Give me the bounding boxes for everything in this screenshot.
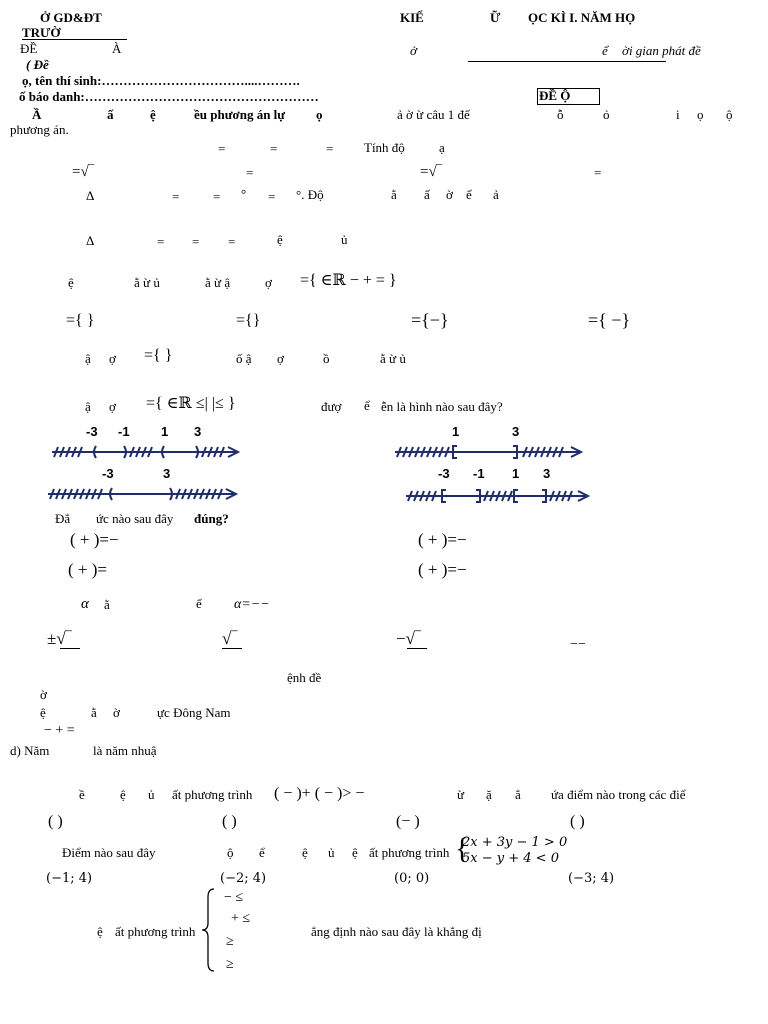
q9-statement-b-w4: ực Đông Nam	[157, 705, 231, 720]
q11-w1: Điểm nào sau đây	[62, 845, 156, 860]
q12-row-2: + ≤	[231, 911, 251, 926]
q9-statement-b-w3: ờ	[113, 705, 120, 720]
q5-w3: ố ậ	[236, 351, 252, 366]
q10-option-b: ( )	[222, 813, 237, 830]
q10-w4: ất phương trình	[172, 787, 253, 802]
q4-w2: ằ ừ ủ	[134, 275, 160, 290]
q2-w2: ấ	[424, 187, 430, 202]
mid-char: ở	[410, 43, 417, 58]
instr-e: ọ	[316, 107, 323, 122]
number-line-b	[395, 441, 585, 461]
q2-eq2: =	[213, 189, 221, 204]
q10-option-c: (− )	[396, 813, 420, 830]
nl-c-label-1: -3	[102, 466, 114, 481]
q9-statement-b-w2: ằ	[91, 705, 97, 720]
q8-option-a: ±√‾	[47, 629, 72, 648]
school-name: TRƯỜ	[22, 25, 61, 40]
q4-option-d: ={ −}	[588, 310, 631, 330]
q4-option-b: ={}	[236, 312, 261, 329]
q5-set: ={ }	[144, 347, 173, 364]
instr-c: ệ	[150, 107, 156, 122]
nl-d-label-1: -3	[438, 466, 450, 481]
nl-d-label-4: 3	[543, 466, 551, 481]
q2-delta: Δ	[86, 188, 95, 203]
q10-w7: ẳ	[515, 787, 521, 802]
q9-heading: ệnh đề	[287, 670, 322, 685]
q10-inequality: ( − )+ ( − )> −	[274, 785, 365, 802]
q2-eq3: =	[268, 189, 276, 204]
q1-tail: ạ	[439, 140, 445, 155]
q10-w1: ề	[79, 787, 85, 802]
q12-system-brace	[200, 887, 220, 973]
q2-w4: ế	[466, 187, 472, 202]
nl-d-label-3: 1	[512, 466, 520, 481]
q11-system-line-2: 5x − y + 4 < 0	[462, 851, 559, 866]
q4-option-a: ={ }	[66, 312, 95, 329]
q11-option-b: (−2; 4)	[220, 871, 267, 886]
q4-w4: ợ	[265, 275, 272, 290]
q7-w3: đúng?	[194, 511, 229, 526]
exam-title-part-c: ỌC KÌ I. NĂM HỌ	[528, 10, 636, 25]
q3-w1: ệ	[277, 232, 283, 247]
instr-d: ều phương án lự	[194, 107, 286, 122]
instr-i: i	[676, 107, 680, 122]
time-underline	[468, 61, 666, 62]
de-sub: ( Đề	[26, 57, 49, 72]
q3-w2: ủ	[341, 232, 348, 247]
q8-eq: α=−−	[234, 597, 270, 612]
q11-w6: ệ	[352, 845, 358, 860]
q7-w1: Đẳ	[55, 511, 71, 526]
q12-w1: ệ	[97, 924, 103, 939]
q8-option-b: √‾	[222, 629, 237, 648]
q1-option-c: =√‾	[420, 164, 442, 180]
q10-w6: ặ	[486, 787, 492, 802]
q2-w1: ằ	[391, 187, 397, 202]
q3-delta: Δ	[86, 233, 95, 248]
q8-alpha: α	[81, 596, 89, 612]
q1-question: Tính độ	[364, 140, 405, 155]
time-part-b: ời gian phát đề	[622, 43, 701, 58]
q3-eq2: =	[192, 234, 200, 249]
number-line-a	[52, 441, 242, 461]
q11-w5: ủ	[328, 845, 335, 860]
school-underline	[22, 39, 127, 40]
q7-w2: ức nào sau đây	[96, 511, 174, 526]
q6-w2: ợ	[109, 399, 116, 414]
nl-b-label-1: 1	[452, 424, 460, 439]
q2-w3: ờ	[446, 187, 453, 202]
instr-k: ộ	[726, 107, 733, 122]
q10-w8: ứa điểm nào trong các điể	[551, 787, 686, 802]
q8-option-c: −√‾	[396, 629, 421, 648]
de-char: À	[112, 41, 122, 56]
instr-b: ấ	[107, 107, 114, 122]
q12-row-3: ≥	[226, 934, 234, 949]
candidate-number-line: ố báo danh:………………………………………………	[19, 89, 319, 104]
q6-w4: ể	[364, 398, 370, 413]
q1-eq2: =	[270, 141, 278, 156]
q9-statement-d-w1: d) Năm	[10, 743, 50, 758]
de-label: ĐỀ	[20, 41, 38, 56]
exam-title-part-b: Ữ	[490, 10, 501, 25]
q1-option-d: =	[594, 165, 602, 180]
q10-w5: ừ	[457, 787, 465, 802]
q1-eq1: =	[218, 141, 226, 156]
q4-option-c: ={−}	[411, 310, 449, 330]
instr-j: ọ	[697, 107, 704, 122]
q11-w4: ệ	[302, 845, 308, 860]
q10-w3: ủ	[148, 787, 155, 802]
department-name: Ở GD&ĐT	[40, 10, 102, 25]
q11-system-line-1: 2x + 3y − 1 > 0	[462, 835, 568, 850]
q5-w6: ằ ừ ủ	[380, 351, 406, 366]
q8-w2: ế	[196, 596, 202, 611]
q9-statement-c: − + =	[44, 723, 75, 738]
nl-a-label-4: 3	[194, 424, 202, 439]
q7-option-d: ( + )=−	[418, 560, 467, 579]
q5-w1: ậ	[85, 351, 91, 366]
q8-option-d: −−	[570, 637, 586, 652]
instr-g: ỗ	[557, 107, 564, 122]
q9-statement-b-w1: ệ	[40, 705, 46, 720]
q12-w3: ẳng định nào sau đây là khẳng đị	[311, 924, 482, 939]
exam-code-label: ĐỀ Ộ	[539, 88, 571, 103]
q7-option-c: ( + )=	[68, 560, 107, 579]
instr-a: Ầ	[32, 107, 42, 122]
q10-option-d: ( )	[570, 813, 585, 830]
q4-set: ={ ∈ℝ − + = }	[300, 272, 397, 289]
q2-deg2: °. Độ	[296, 187, 324, 202]
number-line-d	[406, 486, 592, 506]
q1-eq3: =	[326, 141, 334, 156]
q12-row-4: ≥	[226, 957, 234, 972]
q11-w2: ộ	[227, 845, 234, 860]
nl-a-label-3: 1	[161, 424, 169, 439]
q9-statement-d-w2: là năm nhuậ	[93, 743, 157, 758]
q8-a-fraction-bar	[60, 648, 80, 649]
candidate-name-line: ọ, tên thí sinh:……………………………....……….	[22, 73, 300, 88]
q5-w5: ồ	[323, 351, 330, 366]
q12-row-1: − ≤	[224, 890, 244, 905]
nl-c-label-2: 3	[163, 466, 171, 481]
q9-statement-a: ờ	[40, 687, 47, 702]
q6-w1: ậ	[85, 399, 91, 414]
q11-system-brace: {	[455, 832, 470, 865]
q10-w2: ệ	[120, 787, 126, 802]
q8-w1: ằ	[104, 597, 110, 612]
q2-deg1: °	[241, 186, 247, 201]
q11-option-d: (−3; 4)	[568, 871, 615, 886]
nl-b-label-2: 3	[512, 424, 520, 439]
q6-set: ={ ∈ℝ ≤| |≤ }	[146, 395, 236, 412]
q4-w1: ệ	[68, 275, 74, 290]
nl-a-label-1: -3	[86, 424, 98, 439]
number-line-c	[48, 484, 240, 504]
q7-option-a: ( + )=−	[70, 530, 119, 549]
q11-w3: ể	[259, 845, 265, 860]
instr-h: ỏ	[603, 107, 610, 122]
q1-option-b: =	[246, 165, 254, 180]
time-part-a: ể	[602, 43, 608, 58]
q3-eq1: =	[157, 234, 165, 249]
q8-b-fraction-bar	[222, 648, 242, 649]
instr-f: ả ờ ừ câu 1 đế	[397, 107, 470, 122]
q11-option-c: (0; 0)	[394, 871, 430, 886]
q11-w7: ất phương trình	[369, 845, 450, 860]
q5-w4: ợ	[277, 351, 284, 366]
nl-a-label-2: -1	[118, 424, 130, 439]
q4-w3: ằ ừ ậ	[205, 275, 231, 290]
exam-title-part-a: KIỂ	[400, 10, 424, 25]
q12-w2: ất phương trình	[115, 924, 196, 939]
q5-w2: ợ	[109, 351, 116, 366]
instr-line2: phương án.	[10, 122, 69, 137]
q6-w5: ễn là hình nào sau đây?	[381, 399, 503, 414]
q3-eq3: =	[228, 234, 236, 249]
q2-eq1: =	[172, 189, 180, 204]
q10-option-a: ( )	[48, 813, 63, 830]
q6-w3: đượ	[321, 399, 342, 414]
q1-option-a: =√‾	[72, 164, 94, 180]
nl-d-label-2: -1	[473, 466, 485, 481]
q7-option-b: ( + )=−	[418, 530, 467, 549]
q8-c-fraction-bar	[407, 648, 427, 649]
q2-w5: ả	[493, 187, 499, 202]
q11-option-a: (−1; 4)	[46, 871, 93, 886]
